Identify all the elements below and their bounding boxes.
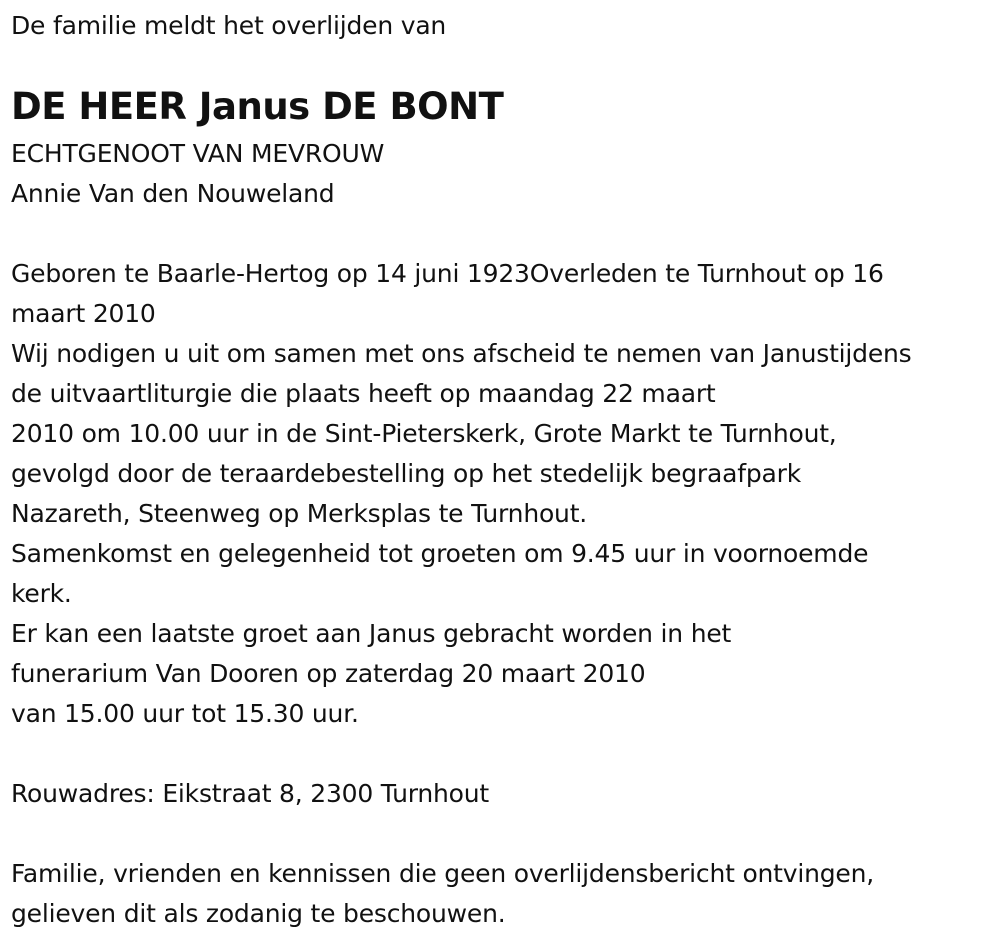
closing-note [11,854,874,934]
closing-line: gelieven dit als zodanig te beschouwen. [11,899,506,928]
body-line: Nazareth, Steenweg op Merksplas te Turnhout. [11,499,588,528]
body-line: de uitvaartliturgie die plaats heeft op maandag 22 maart [11,379,716,408]
ceremony-details [11,254,911,734]
body-line: van 15.00 uur tot 15.30 uur. [11,699,359,728]
body-line: funerarium Van Dooren op zaterdag 20 maart 2010 [11,659,646,688]
body-line: 2010 om 10.00 uur in de Sint-Pieterskerk, Grote Markt te Turnhout, [11,419,837,448]
body-line: Samenkomst en gelegenheid tot groeten om 9.45 uur in voornoemde [11,539,869,568]
deceased-name: DE HEER Janus DE BONT [11,85,504,128]
intro-text: De familie meldt het overlijden van [11,11,447,40]
body-line: Geboren te Baarle-Hertog op 14 juni 1923Overleden te Turnhout op 16 [11,259,884,288]
mourning-address: Rouwadres: Eikstraat 8, 2300 Turnhout [11,779,490,808]
closing-line: Familie, vrienden en kennissen die geen overlijdensbericht ontvingen, [11,859,875,888]
spouse-label: ECHTGENOOT VAN MEVROUW [11,139,385,168]
body-line: Wij nodigen u uit om samen met ons afscheid te nemen van Janustijdens [11,339,912,368]
spouse-name: Annie Van den Nouweland [11,179,335,208]
body-line: kerk. [11,579,72,608]
spouse-block [11,134,384,214]
body-line: maart 2010 [11,299,156,328]
body-line: Er kan een laatste groet aan Janus gebracht worden in het [11,619,732,648]
mourning-address-block [11,774,489,814]
body-line: gevolgd door de teraardebestelling op het stedelijk begraafpark [11,459,801,488]
